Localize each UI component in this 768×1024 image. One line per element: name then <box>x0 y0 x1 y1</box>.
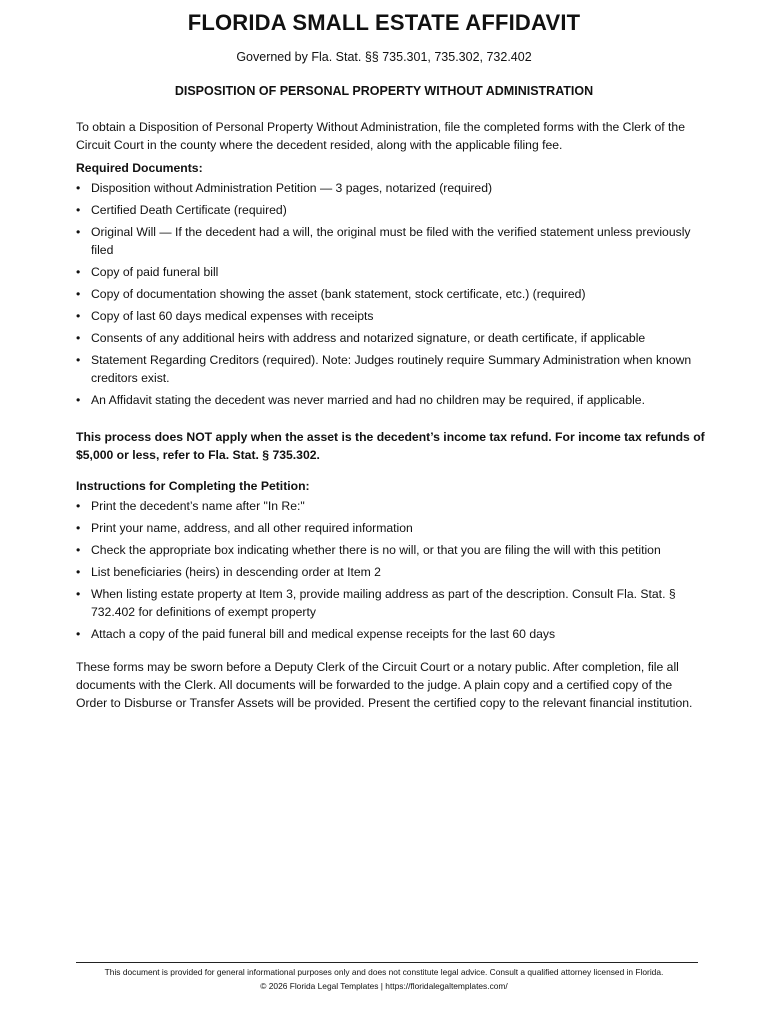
instructions-list <box>76 497 706 647</box>
footer-copyright: © 2026 Florida Legal Templates | https://floridalegaltemplates.com/ <box>260 981 508 991</box>
required-document-item-text: Certified Death Certificate (required) <box>91 203 287 217</box>
bullet-icon: • <box>76 181 81 195</box>
bullet-icon: • <box>76 353 81 367</box>
footer-disclaimer: This document is provided for general informational purposes only and does not constitute legal advice. Consult a qualified attorney licensed in Florida. <box>104 967 664 977</box>
instruction-item-text: When listing estate property at Item 3, provide mailing address as part of the description. Consult Fla. Stat. § 732.402 for definitions of exempt property <box>91 587 676 619</box>
bullet-icon: • <box>76 203 81 217</box>
required-documents-list <box>76 179 706 413</box>
required-document-item <box>76 201 706 219</box>
required-document-item <box>76 223 706 259</box>
required-document-item <box>76 329 706 347</box>
instruction-item <box>76 625 706 643</box>
intro-paragraph: To obtain a Disposition of Personal Property Without Administration, file the completed forms with the Clerk of the Circuit Court in the county where the decedent resided, along with the applicable filing fee. <box>76 120 685 152</box>
statute-subtitle: Governed by Fla. Stat. §§ 735.301, 735.302, 732.402 <box>236 50 532 64</box>
instruction-item <box>76 519 706 537</box>
required-document-item-text: Statement Regarding Creditors (required). Note: Judges routinely require Summary Administration when known creditors exist. <box>91 353 692 385</box>
bullet-icon: • <box>76 265 81 279</box>
instruction-item-text: Print the decedent’s name after "In Re:" <box>91 499 305 513</box>
instruction-item-text: List beneficiaries (heirs) in descending order at Item 2 <box>91 565 381 579</box>
bullet-icon: • <box>76 521 81 535</box>
instruction-item <box>76 541 706 559</box>
bullet-icon: • <box>76 543 81 557</box>
bullet-icon: • <box>76 287 81 301</box>
required-document-item <box>76 285 706 303</box>
tax-refund-notice: This process does NOT apply when the asset is the decedent’s income tax refund. For income tax refunds of $5,000 or less, refer to Fla. Stat. § 735.302. <box>76 430 705 462</box>
footer-divider <box>76 962 698 963</box>
required-document-item-text: An Affidavit stating the decedent was never married and had no children may be required, if applicable. <box>91 393 645 407</box>
required-document-item <box>76 307 706 325</box>
required-document-item-text: Original Will — If the decedent had a will, the original must be filed with the verified statement unless previously filed <box>91 225 691 257</box>
instruction-item <box>76 497 706 515</box>
bullet-icon: • <box>76 225 81 239</box>
instruction-item-text: Attach a copy of the paid funeral bill and medical expense receipts for the last 60 days <box>91 627 556 641</box>
required-document-item-text: Copy of last 60 days medical expenses with receipts <box>91 309 374 323</box>
required-document-item-text: Copy of documentation showing the asset (bank statement, stock certificate, etc.) (required) <box>91 287 586 301</box>
required-document-item <box>76 391 706 409</box>
document-title: FLORIDA SMALL ESTATE AFFIDAVIT <box>187 10 581 35</box>
closing-paragraph: These forms may be sworn before a Deputy Clerk of the Circuit Court or a notary public. After completion, file all documents with the Clerk. All documents will be forwarded to the judge. A plain copy and a certified copy of the Order to Disburse or Transfer Assets will be provided. Present the certified copy to the relevant financial institution. <box>76 660 693 710</box>
instruction-item <box>76 563 706 581</box>
instruction-item-text: Check the appropriate box indicating whether there is no will, or that you are filing the will with this petition <box>91 543 661 557</box>
section-heading: DISPOSITION OF PERSONAL PROPERTY WITHOUT ADMINISTRATION <box>174 84 594 98</box>
required-document-item-text: Copy of paid funeral bill <box>91 265 219 279</box>
instruction-item <box>76 585 706 621</box>
bullet-icon: • <box>76 627 81 641</box>
required-document-item <box>76 263 706 281</box>
bullet-icon: • <box>76 331 81 345</box>
required-document-item <box>76 351 706 387</box>
bullet-icon: • <box>76 393 81 407</box>
instructions-label: Instructions for Completing the Petition: <box>76 479 310 493</box>
bullet-icon: • <box>76 499 81 513</box>
bullet-icon: • <box>76 565 81 579</box>
required-document-item-text: Consents of any additional heirs with address and notarized signature, or death certificate, if applicable <box>91 331 646 345</box>
instruction-item-text: Print your name, address, and all other required information <box>91 521 413 535</box>
required-document-item <box>76 179 706 197</box>
bullet-icon: • <box>76 587 81 601</box>
bullet-icon: • <box>76 309 81 323</box>
required-document-item-text: Disposition without Administration Petition — 3 pages, notarized (required) <box>91 181 493 195</box>
required-documents-label: Required Documents: <box>76 161 203 175</box>
